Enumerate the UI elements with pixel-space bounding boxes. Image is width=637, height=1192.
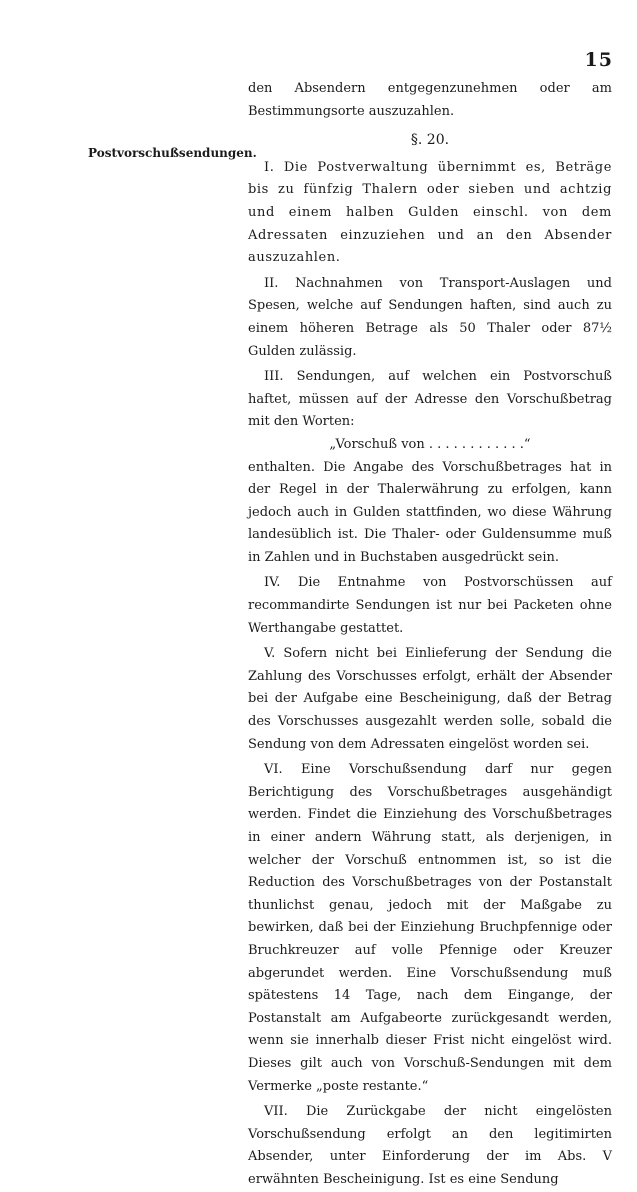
margin-note: Postvorschußsendungen. [88, 146, 257, 160]
paragraph-vii: VII. Die Zurückgabe der nicht eingelösten Vorschußsendung erfolgt an den legitimirten Absender, unter Einforderung der im Abs. V erwähnten Bescheinigung. Ist es eine Sendung [248, 1104, 612, 1187]
paragraph-vi: VI. Eine Vorschußsendung darf nur gegen Berichtigung des Vorschußbetrages ausgehändigt werden. Findet die Einziehung des Vorschußbetrages in einer andern Währung statt, als derjenigen, in welcher der Vorschuß entnommen ist, so ist die Reduction des Vorschußbetrages von der Postanstalt thunlichst genau, jedoch mit der Maßgabe zu bewirken, daß bei der Einziehung Bruchpfennige oder Bruchkreuzer auf volle Pfennige oder Kreuzer abgerundet werden. Eine Vorschußsendung muß spätestens 14 Tage, nach dem Eingange, der Postanstalt am Aufgabeorte zurückgesandt werden, wenn sie innerhalb dieser Frist nicht eingelöst wird. Dieses gilt auch von Vorschuß-Sendungen mit dem Vermerke „poste restante.“ [248, 762, 612, 1094]
paragraph-iii: III. Sendungen, auf welchen ein Postvorschuß haftet, müssen auf der Adresse den Vorschußbetrag mit den Worten: [248, 369, 612, 430]
paragraph-iii-continued: enthalten. Die Angabe des Vorschußbetrages hat in der Regel in der Thalerwährung zu erfolgen, kann jedoch auch in Gulden stattfinden, wo diese Währung landesüblich ist. Die Thaler- oder Guldensumme muß in Zahlen und in Buchstaben ausgedrückt sein. [248, 459, 612, 565]
section-heading: §. 20. [410, 132, 450, 149]
continuation-paragraph: den Absendern entgegenzunehmen oder am Bestimmungsorte auszuzahlen. [248, 81, 612, 119]
paragraph-iv: IV. Die Entnahme von Postvorschüssen auf recommandirte Sendungen ist nur bei Packeten ohne Werthangabe gestattet. [248, 575, 612, 636]
vorschuss-formula: „Vorschuß von . . . . . . . . . . . .“ [329, 436, 531, 452]
paragraph-v: V. Sofern nicht bei Einlieferung der Sendung die Zahlung des Vorschusses erfolgt, erhält der Absender bei der Aufgabe eine Bescheinigung, daß der Betrag des Vorschusses ausgezahlt werden solle, sobald die Sendung von dem Adressaten eingelöst worden sei. [248, 646, 612, 752]
text-column [248, 78, 612, 1192]
paragraph-i: I. Die Postverwaltung übernimmt es, Beträge bis zu fünfzig Thalern oder sieben und achtzig und einem halben Gulden einschl. von dem Adressaten einzuziehen und an den Absender auszuzahlen. [248, 159, 612, 266]
paragraph-ii: II. Nachnahmen von Transport-Auslagen und Spesen, welche auf Sendungen haften, sind auch zu einem höheren Betrage als 50 Thaler oder 87½ Gulden zulässig. [248, 275, 612, 359]
page-number: 15 [584, 49, 613, 71]
